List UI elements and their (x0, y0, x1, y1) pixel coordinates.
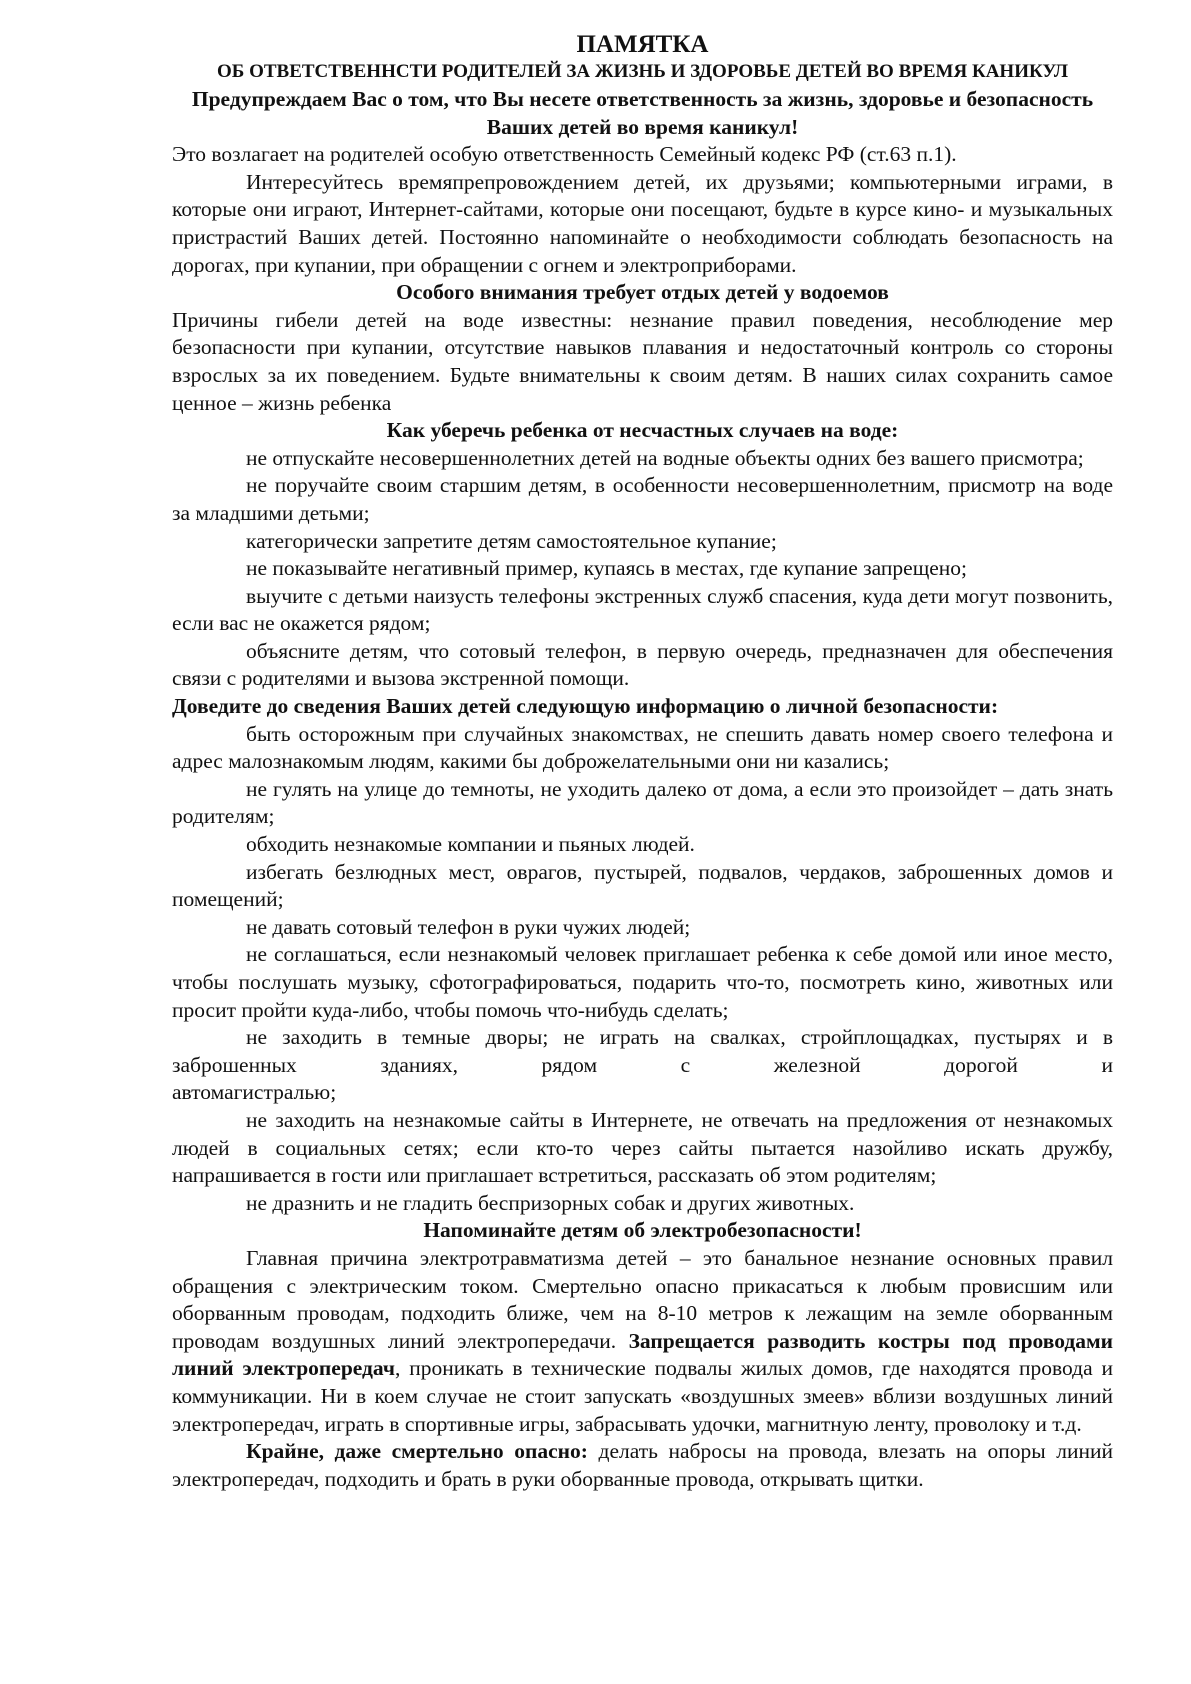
electric-last-bold: Крайне, даже смертельно опасно: (246, 1439, 588, 1464)
water-item: не показывайте негативный пример, купаясь в местах, где купание запрещено; (246, 556, 968, 581)
electric-text-b: , проникать в технические подвалы жилых домов, где находятся провода и коммуникации. Ни в коем случае не стоит запускать «воздушных змеев» вблизи воздушных линий электропередач, играть в спортивные игры, забрасывать удочки, магнитную ленту, проволоку и т.д. (172, 1356, 1113, 1436)
electric-heading: Напоминайте детям об электробезопасности! (423, 1218, 862, 1243)
personal-item: не соглашаться, если незнакомый человек приглашает ребенка к себе домой или иное место, чтобы послушать музыку, сфотографироваться, подарить что-то, посмотреть кино, животных или просит пройти куда-либо, чтобы помочь что-нибудь сделать; (172, 942, 1113, 1022)
water-heading: Особого внимания требует отдых детей у водоемов (396, 280, 889, 305)
personal-item: избегать безлюдных мест, оврагов, пустырей, подвалов, чердаков, заброшенных домов и помещений; (172, 859, 1113, 912)
personal-item-yards (172, 1024, 1113, 1079)
personal-item-yards-end: автомагистралью; (172, 1080, 337, 1105)
water-item: объясните детям, что сотовый телефон, в первую очередь, предназначен для обеспечения связи с родителями и вызова экстренной помощи. (172, 638, 1113, 691)
warning-text: Предупреждаем Вас о том, что Вы несете ответственность за жизнь, здоровье и безопасность Ваших детей во время каникул! (191, 87, 1094, 139)
personal-item: не заходить на незнакомые сайты в Интернете, не отвечать на предложения от незнакомых людей в социальных сетях; если кто-то через сайты пытается назойливо искать дружбу, напрашивается в гости или приглашает встретиться, рассказать об этом родителям; (172, 1107, 1113, 1188)
personal-item: не гулять на улице до темноты, не уходить далеко от дома, а если это произойдет – дать знать родителям; (172, 776, 1113, 829)
personal-item: не дразнить и не гладить беспризорных собак и других животных. (246, 1190, 855, 1215)
electric-paragraph (172, 1245, 1113, 1438)
personal-item: не давать сотовый телефон в руки чужих людей; (246, 914, 691, 939)
document-subtitle: ОБ ОТВЕТСТВЕННСТИ РОДИТЕЛЕЙ ЗА ЖИЗНЬ И ЗДОРОВЬЕ ДЕТЕЙ ВО ВРЕМЯ КАНИКУЛ (216, 61, 1068, 82)
intro-paragraph-1: Это возлагает на родителей особую ответственность Семейный кодекс РФ (ст.63 п.1). (172, 142, 957, 167)
electric-last-paragraph (172, 1438, 1113, 1493)
water-item: не поручайте своим старшим детям, в особенности несовершеннолетним, присмотр на воде за младшими детьми; (172, 473, 1113, 525)
water-item: не отпускайте несовершеннолетних детей на водные объекты одних без вашего присмотра; (246, 445, 1084, 470)
personal-item-yards-text: не заходить в темные дворы; не играть на свалках, стройплощадках, пустырях и в заброшенных зданиях, рядом с железной дорогой (172, 1025, 1113, 1077)
electric-text-a: Главная причина электротравматизма детей – это банальное незнание основных правил обращения с электрическим током. Смертельно опасно прикасаться к любым провисшим или оборванным проводам, подходить ближе, чем на 8-10 метров к лежащим на земле оборванным проводам воздушных линий электропередачи. (172, 1245, 1113, 1353)
water-subheading: Как уберечь ребенка от несчастных случаев на воде: (386, 418, 899, 443)
personal-safety-heading: Доведите до сведения Ваших детей следующую информацию о личной безопасности: (172, 694, 999, 719)
personal-item: быть осторожным при случайных знакомствах, не спешить давать номер своего телефона и адрес малознакомым людям, какими бы доброжелательными они ни казались; (172, 721, 1113, 774)
intro-paragraph-2: Интересуйтесь времяпрепровождением детей, их друзьями; компьютерными играми, в которые они играют, Интернет-сайтами, которые они посещают, будьте в курсе кино- и музыкальных пристрастий Ваших детей. Постоянно напоминайте о необходимости соблюдать безопасность на дорогах, при купании, при обращении с огнем и электроприборами. (172, 169, 1113, 277)
water-item: категорически запретите детям самостоятельное купание; (246, 528, 777, 553)
water-paragraph: Причины гибели детей на воде известны: незнание правил поведения, несоблюдение мер безопасности при купании, отсутствие навыков плавания и недостаточный контроль со стороны взрослых за их поведением. Будьте внимательны к своим детям. В наших силах сохранить самое ценное – жизнь ребенка (172, 307, 1113, 415)
personal-item: обходить незнакомые компании и пьяных людей. (246, 832, 695, 857)
electric-text-bold: Запрещается разводить костры под проводами линий электропередач (172, 1328, 1114, 1381)
water-item: выучите с детьми наизусть телефоны экстренных служб спасения, куда дети могут позвонить, если вас не окажется рядом; (172, 583, 1113, 636)
personal-item-yards-and: и (1101, 1052, 1114, 1077)
electric-last-text: делать набросы на провода, влезать на опоры линий электропередач, подходить и брать в руки оборванные провода, открывать щитки. (172, 1439, 1113, 1491)
document-title: ПАМЯТКА (576, 31, 709, 58)
